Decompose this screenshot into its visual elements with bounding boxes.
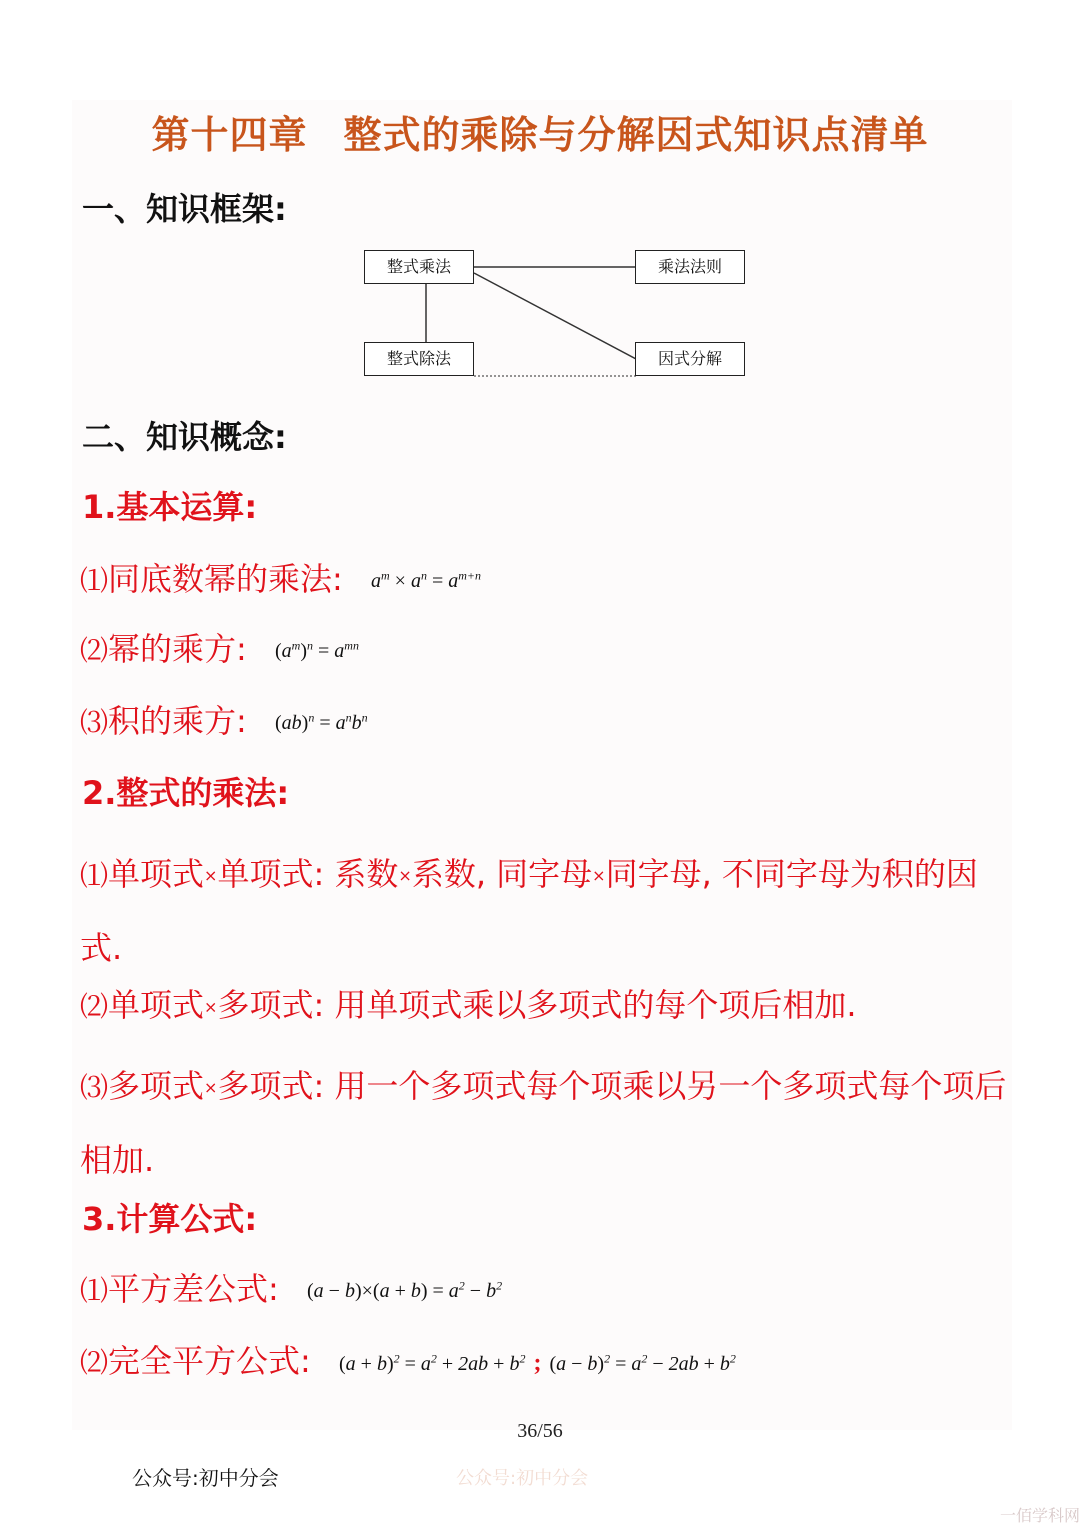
- node-factorization: 因式分解: [635, 342, 745, 376]
- times-symbol: ×: [398, 866, 412, 885]
- node-multiplication-rules: 乘法法则: [635, 250, 745, 284]
- page-title: [0, 104, 1080, 159]
- item-number: ⑶: [80, 706, 109, 739]
- text-part: 同字母, 不同字母为积的因式.: [80, 855, 978, 967]
- perfect-square: [80, 1336, 736, 1382]
- item-text: 平方差公式:: [108, 1270, 279, 1308]
- watermark-corner: 一佰学科网: [1000, 1506, 1080, 1525]
- item-text: 同底数幂的乘法:: [108, 560, 343, 598]
- node-polynomial-division: 整式除法: [364, 342, 474, 376]
- section-knowledge-framework-heading: 一、知识框架:: [82, 190, 287, 228]
- title-topic: 整式的乘除与分解因式知识点清单: [343, 113, 929, 157]
- text-part: 系数, 同字母: [411, 855, 593, 893]
- times-symbol: ×: [204, 997, 218, 1017]
- text-part: 多项式: 用一个多项式每个项乘以另一个多项式每个项后相加.: [80, 1067, 1007, 1179]
- polynomial-multiplication-heading: 2.整式的乘法:: [82, 774, 290, 812]
- item-number: ⑶: [80, 1071, 109, 1104]
- basic-operations-heading: 1.基本运算:: [82, 488, 258, 526]
- section-knowledge-concepts-heading: 二、知识概念:: [82, 418, 287, 456]
- watermark-footer: 公众号:初中分会: [456, 1468, 589, 1489]
- connector-multiplication-factorization: [474, 273, 636, 359]
- text-part: 单项式: [108, 986, 205, 1024]
- formula-difference-of-squares: $(a - b)\times(a + b) = a^2 - b^2$: [306, 1278, 503, 1303]
- formula-power-of-product: $(ab)^n = a^nb^n$: [274, 710, 368, 735]
- item-number: ⑵: [80, 990, 109, 1023]
- text-part: 多项式: 用单项式乘以多项式的每个项后相加.: [217, 986, 857, 1024]
- item-number: ⑴: [80, 859, 109, 892]
- title-chapter: 第十四章: [151, 113, 308, 157]
- item-text: 完全平方公式:: [108, 1342, 311, 1380]
- difference-of-squares: [80, 1264, 502, 1310]
- knowledge-framework-diagram: [360, 245, 750, 380]
- item-text: 幂的乘方:: [108, 630, 247, 668]
- text-part: 单项式: 系数: [217, 855, 399, 893]
- formulas-heading: 3.计算公式:: [82, 1200, 258, 1238]
- text-part: 多项式: [108, 1067, 205, 1105]
- text-part: 单项式: [108, 855, 205, 893]
- power-of-product-rule: [80, 696, 368, 742]
- times-symbol: ×: [204, 1078, 218, 1097]
- monomial-times-monomial: [80, 838, 1010, 984]
- page-number: 36/56: [517, 1420, 563, 1442]
- power-product-rule: [80, 554, 481, 600]
- times-symbol: ×: [592, 866, 606, 885]
- power-of-power-rule: [80, 624, 359, 670]
- monomial-times-polynomial: [80, 980, 857, 1026]
- node-polynomial-multiplication: 整式乘法: [364, 250, 474, 284]
- times-symbol: ×: [204, 866, 218, 885]
- formula-perfect-square: $(a + b)^2 = a^2 + 2ab + b^2$ ; $(a - b)^2 = a^2 - 2ab + b^2$: [338, 1349, 736, 1376]
- item-number: ⑵: [80, 634, 109, 667]
- formula-separator: ;: [533, 1349, 542, 1376]
- item-number: ⑵: [80, 1346, 109, 1379]
- formula-power-of-power: $(a^m)^n = a^{mn}$: [274, 638, 359, 663]
- polynomial-times-polynomial: [80, 1050, 1010, 1196]
- item-text: 积的乘方:: [108, 702, 247, 740]
- formula-same-base-multiplication: $a^m \times a^n = a^{m+n}$: [370, 568, 481, 593]
- item-number: ⑴: [80, 564, 109, 597]
- footer-account: 公众号:初中分会: [132, 1466, 279, 1490]
- item-number: ⑴: [80, 1274, 109, 1307]
